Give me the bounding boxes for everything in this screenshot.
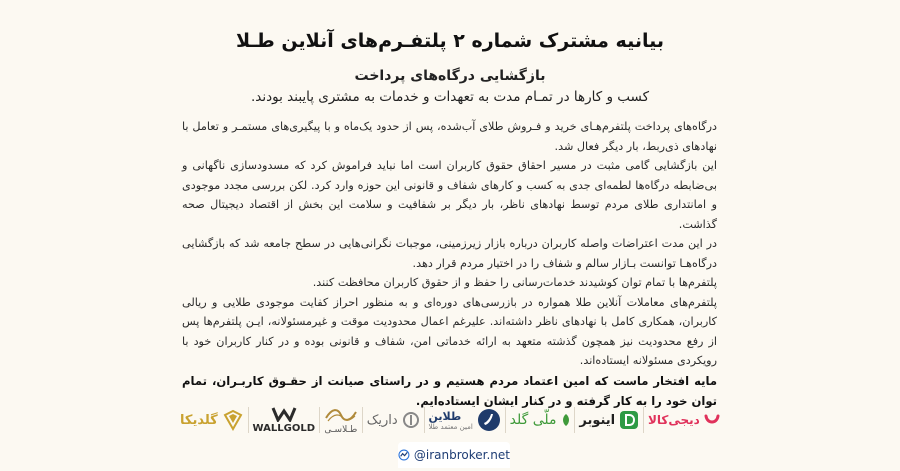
circle-mark-icon bbox=[402, 411, 420, 429]
lede-line: کسب و کارها در تمـام مدت به تعهدات و خدمات به مشتری پایبند بودند. bbox=[250, 89, 649, 105]
logo-melligold-label: ملّی گلد bbox=[509, 412, 557, 428]
logo-divider bbox=[424, 407, 425, 433]
logo-talaine-tagline: امین معتمد طلا bbox=[428, 422, 473, 431]
closing-paragraph: مایه افتخار ماست که امین اعتماد مردم هستیم و در راستای صیانت از حقـوق کاربـران، تمام توان خود را به کار گرفته و در کنار ایشان ایستاده‌ایم. bbox=[182, 373, 717, 408]
logo-inobar bbox=[579, 410, 639, 430]
logo-divider bbox=[248, 407, 249, 433]
paragraph: پلتفرم‌ها با تمام توان کوشیدند خدمات‌رسانی را حفظ و از حقوق کاربران محافظت کنند. bbox=[312, 276, 717, 289]
logo-divider bbox=[574, 407, 575, 433]
source-watermark bbox=[398, 442, 510, 468]
logo-digikala-label: دیجی‌کالا bbox=[647, 413, 700, 427]
logo-divider bbox=[505, 407, 506, 433]
logo-talasi-label: طـلاسـی bbox=[324, 424, 358, 435]
wave-mark-icon bbox=[324, 406, 358, 424]
logo-goldika bbox=[180, 409, 244, 431]
logo-wallgold-label: WALLGOLD bbox=[252, 423, 315, 434]
logo-inobar-label: اینوبر bbox=[579, 412, 616, 428]
leaf-icon bbox=[561, 413, 571, 427]
logo-divider bbox=[362, 407, 363, 433]
logo-wallgold bbox=[253, 406, 315, 434]
logo-divider bbox=[643, 407, 644, 433]
paragraph: این بازگشایی گامی مثبت در مسیر احقاق حقوق کاربران است اما نباید فراموش کرد که مسدودسازی ناگهانی و بی‌ضابطه درگاه‌ها لطمه‌ای جدی به کسب و کارهای شفاف و قانونی این حوزه وارد کرد. لکن بررسی مجدد موجودی و امانتداری طلای مردم توسط نهادهای ناظر، بار دیگر بر شفافیت و سلامت این بخش از اقتصاد دیجیتال صحه گذاشت. bbox=[182, 159, 717, 231]
logo-divider bbox=[319, 407, 320, 433]
paragraph: درگاه‌های پرداخت پلتفرم‌هـای خرید و فـروش طلای آب‌شده، پس از حدود یک‌ماه و با پیگیری‌های مستمـر و تعامل با نهادهای ذی‌ربط، بار دیگر فعال شد. bbox=[182, 120, 717, 153]
paragraph: پلتفرم‌های معاملات آنلاین طلا همواره در بازرسی‌های دوره‌ای و به منظور احراز کفایت موجودی طلایی و ریالی کاربران، همکاری کامل با نهادهای ناظر داشته‌اند. علیرغم اعمال محدودیت موقت و غیرمسئولانه، ایـن پلتفرم‌ها پس از رفع محدودیت نیز همچون گذشته متعهد به ارائه خدماتی امن، شفاف و قانونی بوده و در کنار کاربران خود با رویکردی مسئولانه ایستاده‌اند. bbox=[182, 295, 717, 367]
page-title: بیانیه مشترک شماره ۲ پلتفـرم‌های آنلاین طـلا bbox=[236, 30, 664, 52]
source-url: @iranbroker.net bbox=[413, 448, 510, 462]
logo-goldika-label: گلدیکا bbox=[180, 412, 218, 428]
logo-daric-label: داریک bbox=[366, 412, 398, 428]
d-mark-icon bbox=[619, 410, 639, 430]
statement-body bbox=[182, 117, 717, 411]
broker-logo-icon bbox=[398, 446, 410, 464]
paragraph: در این مدت اعتراضات واصله کاربران درباره بازار زیرزمینی، موجبات نگرانی‌هایی در سطح جامعه شد که بازگشایی درگاه‌هـا توانست بـازار سالم و شفاف را در اختیار مردم قرار دهد. bbox=[182, 237, 717, 270]
page-subtitle: بازگشایی درگاه‌های پرداخت bbox=[354, 68, 546, 84]
smile-icon bbox=[704, 414, 720, 426]
logo-talaine-label: طلاین bbox=[428, 409, 462, 423]
w-mark-icon bbox=[271, 406, 297, 422]
shield-diamond-icon bbox=[222, 409, 244, 431]
logo-talasi bbox=[324, 406, 358, 435]
logo-talaine bbox=[428, 408, 500, 432]
t-mark-icon bbox=[477, 408, 501, 432]
logo-digikala bbox=[648, 413, 720, 427]
logo-melligold bbox=[510, 412, 571, 428]
logo-daric bbox=[367, 411, 420, 429]
partner-logos bbox=[180, 400, 720, 440]
